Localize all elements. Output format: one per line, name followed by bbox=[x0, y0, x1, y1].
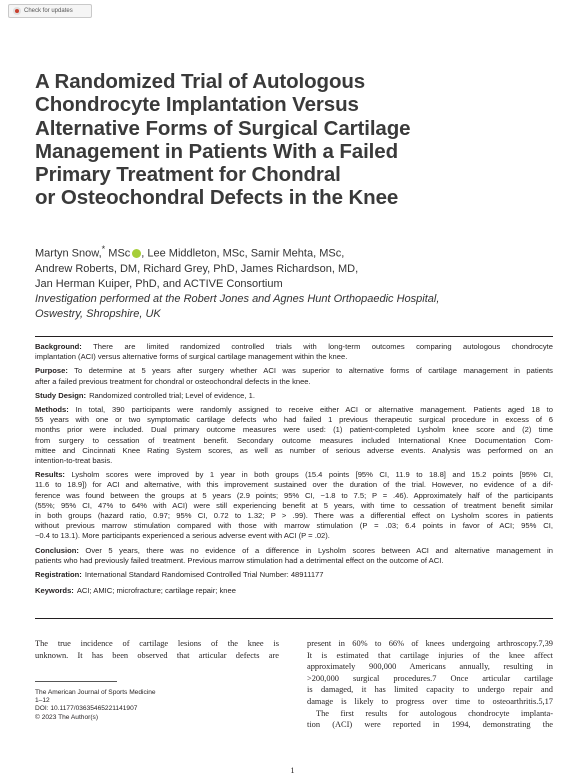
abstract-line: after a failed previous treatment for chondral or osteochondral defects in the knee. bbox=[35, 376, 311, 386]
corresponding-author-mark: * bbox=[101, 244, 106, 254]
body-line: >200,000 surgical procedures.7 Once articular cartilage bbox=[307, 673, 553, 683]
body-line: It is estimated that cartilage injuries of the knee affect bbox=[307, 650, 553, 660]
abstract-keywords bbox=[35, 586, 553, 596]
footnote-rule bbox=[35, 681, 117, 682]
author-names: , Lee Middleton, MSc, Samir Mehta, MSc, bbox=[141, 247, 345, 260]
badge-label: Check for updates bbox=[24, 8, 73, 14]
section-label: Registration: bbox=[35, 570, 82, 580]
author-line: Andrew Roberts, DM, Richard Grey, PhD, James Richardson, MD, bbox=[35, 262, 359, 275]
abstract-study-design bbox=[35, 391, 553, 401]
body-line: damage is likely to progress over time to osteoarthritis.5,17 bbox=[307, 696, 553, 706]
abstract-line: ference was found between the groups at 5 years (2.9 points; 95% CI, −1.8 to 7.5; P = .46). Approximately half of the participants bbox=[35, 490, 553, 500]
title-line: or Osteochondral Defects in the Knee bbox=[35, 186, 399, 210]
section-label: Background: bbox=[35, 342, 82, 351]
check-for-updates-badge[interactable] bbox=[8, 4, 92, 18]
author-block bbox=[35, 242, 555, 323]
journal-name: The American Journal of Sports Medicine bbox=[35, 689, 156, 696]
section-label: Study Design: bbox=[35, 390, 87, 400]
orcid-icon[interactable] bbox=[132, 249, 141, 258]
body-line: The first results for autologous chondrocyte implanta- bbox=[316, 708, 553, 718]
abstract-line: patients who had previously failed treatment. Previous marrow stimulation had a detrimental effect on the outcome of ACI. bbox=[35, 555, 444, 565]
author-line: Jan Herman Kuiper, PhD, and ACTIVE Consortium bbox=[35, 278, 283, 291]
author-degree: MSc bbox=[105, 247, 131, 260]
title-line: Alternative Forms of Surgical Cartilage bbox=[35, 116, 411, 140]
section-label: Conclusion: bbox=[35, 545, 79, 555]
section-label: Purpose: bbox=[35, 366, 68, 376]
body-column-right bbox=[307, 638, 553, 731]
copyright: © 2023 The Author(s) bbox=[35, 713, 99, 721]
body-line: The true incidence of cartilage lesions of the knee is bbox=[35, 639, 279, 648]
section-label: Results: bbox=[35, 470, 65, 480]
abstract-line: (55%; 95% CI, 47% to 64% with ACI) were still experiencing benefit at 5 years, with time to cessation of treatment benefit similar bbox=[35, 500, 553, 510]
abstract-line: Results: Lysholm scores were improved by 1 year in both groups (15.4 points [95% CI, 11.9 to 18.8] and 15.2 points [95% CI, bbox=[35, 470, 553, 480]
abstract-line: 11.6 to 18.9]) for ACI and alternative, with this improvement sustained over the duration of the trial. However, no evidence of a dif- bbox=[35, 480, 553, 490]
journal-footnotes bbox=[35, 689, 275, 722]
abstract-line: months prior were included. Dual primary outcome measures were used: (1) patient-completed Lysholm knee score and (2) time bbox=[35, 425, 553, 435]
abstract-top-rule bbox=[35, 336, 553, 337]
abstract-line: intention-to-treat basis. bbox=[35, 456, 113, 466]
body-line: unknown. It has been observed that articular defects are bbox=[35, 650, 279, 660]
abstract-results bbox=[35, 470, 553, 541]
abstract-line: 55 years with one or two symptomatic cartilage defects who had failed 1 previous therapeutic surgical procedure in excess of 6 bbox=[35, 415, 553, 425]
abstract-line: Purpose: To determine at 5 years after surgery whether ACI was superior to alternative forms of cartilage management in patients bbox=[35, 366, 553, 376]
article-title bbox=[35, 70, 555, 210]
abstract bbox=[35, 338, 553, 596]
abstract-conclusion bbox=[35, 546, 553, 566]
section-label: Keywords: bbox=[35, 586, 74, 596]
body-line: is damaged, it has limited capacity to undergo repair and bbox=[307, 685, 553, 695]
body-line: tion (ACI) were reported in 1994, demonstrating the bbox=[307, 720, 553, 730]
abstract-text: ACI; AMIC; microfracture; cartilage repair; knee bbox=[76, 586, 236, 596]
abstract-purpose bbox=[35, 366, 553, 386]
page-range: 1–12 bbox=[35, 697, 50, 705]
abstract-line: Background: There are limited randomized controlled trials with long-term outcomes comparing autologous chondrocyte bbox=[35, 342, 553, 351]
abstract-line: Methods: In total, 390 participants were randomly assigned to receive either ACI or alternative management. Patients aged 18 to bbox=[35, 405, 553, 415]
abstract-line: Conclusion: Over 5 years, there was no evidence of a difference in Lysholm scores between ACI and alternative management in bbox=[35, 545, 553, 555]
title-line: Management in Patients With a Failed bbox=[35, 139, 398, 163]
section-label: Methods: bbox=[35, 405, 69, 415]
abstract-registration bbox=[35, 570, 553, 580]
body-column-left bbox=[35, 638, 279, 661]
body-line: present in 60% to 66% of knees undergoing arthroscopy.7,39 bbox=[307, 639, 553, 648]
author-line bbox=[35, 242, 555, 262]
abstract-line: −0.4 to 13.1). More participants experienced a serious adverse event with ACI (P = .02). bbox=[35, 531, 330, 541]
abstract-line: mittee and Cincinnati Knee Rating System scores, as well as number of serious adverse events. Analysis was performed on an bbox=[35, 445, 553, 455]
author-name: Martyn Snow, bbox=[35, 247, 102, 260]
doi-link[interactable]: DOI: 10.1177/03635465221141907 bbox=[35, 705, 138, 713]
affiliation-line: Investigation performed at the Robert Jones and Agnes Hunt Orthopaedic Hospital, bbox=[35, 293, 440, 306]
abstract-line: from surgery to cessation of treatment benefit. Secondary outcome measures included International Knee Documentation Com- bbox=[35, 435, 553, 445]
abstract-line: in both groups (hazard ratio, 0.97; 95% CI, 0.72 to 1.32; P > .99). There was a differential effect on Lysholm scores in patients bbox=[35, 511, 553, 521]
title-line: Chondrocyte Implantation Versus bbox=[35, 93, 359, 117]
abstract-line: without previous marrow stimulation compared with those with marrow stimulation (P = .03; 6.4 points in favor of ACI; 95% CI, bbox=[35, 521, 553, 531]
page-number: 1 bbox=[290, 766, 295, 775]
abstract-text: International Standard Randomised Controlled Trial Number: 48911177 bbox=[84, 570, 324, 580]
abstract-bottom-rule bbox=[35, 618, 553, 619]
title-line: A Randomized Trial of Autologous bbox=[35, 70, 366, 93]
abstract-methods bbox=[35, 405, 553, 466]
title-line: Primary Treatment for Chondral bbox=[35, 163, 341, 187]
abstract-line: implantation (ACI) versus alternative forms of surgical cartilage management within the knee. bbox=[35, 352, 348, 362]
abstract-text: Randomized controlled trial; Level of evidence, 1. bbox=[89, 390, 255, 400]
abstract-background bbox=[35, 342, 553, 362]
body-line: approximately 900,000 Americans annually, resulting in bbox=[307, 662, 553, 672]
crossmark-icon bbox=[13, 7, 21, 15]
affiliation-line: Oswestry, Shropshire, UK bbox=[35, 308, 161, 321]
